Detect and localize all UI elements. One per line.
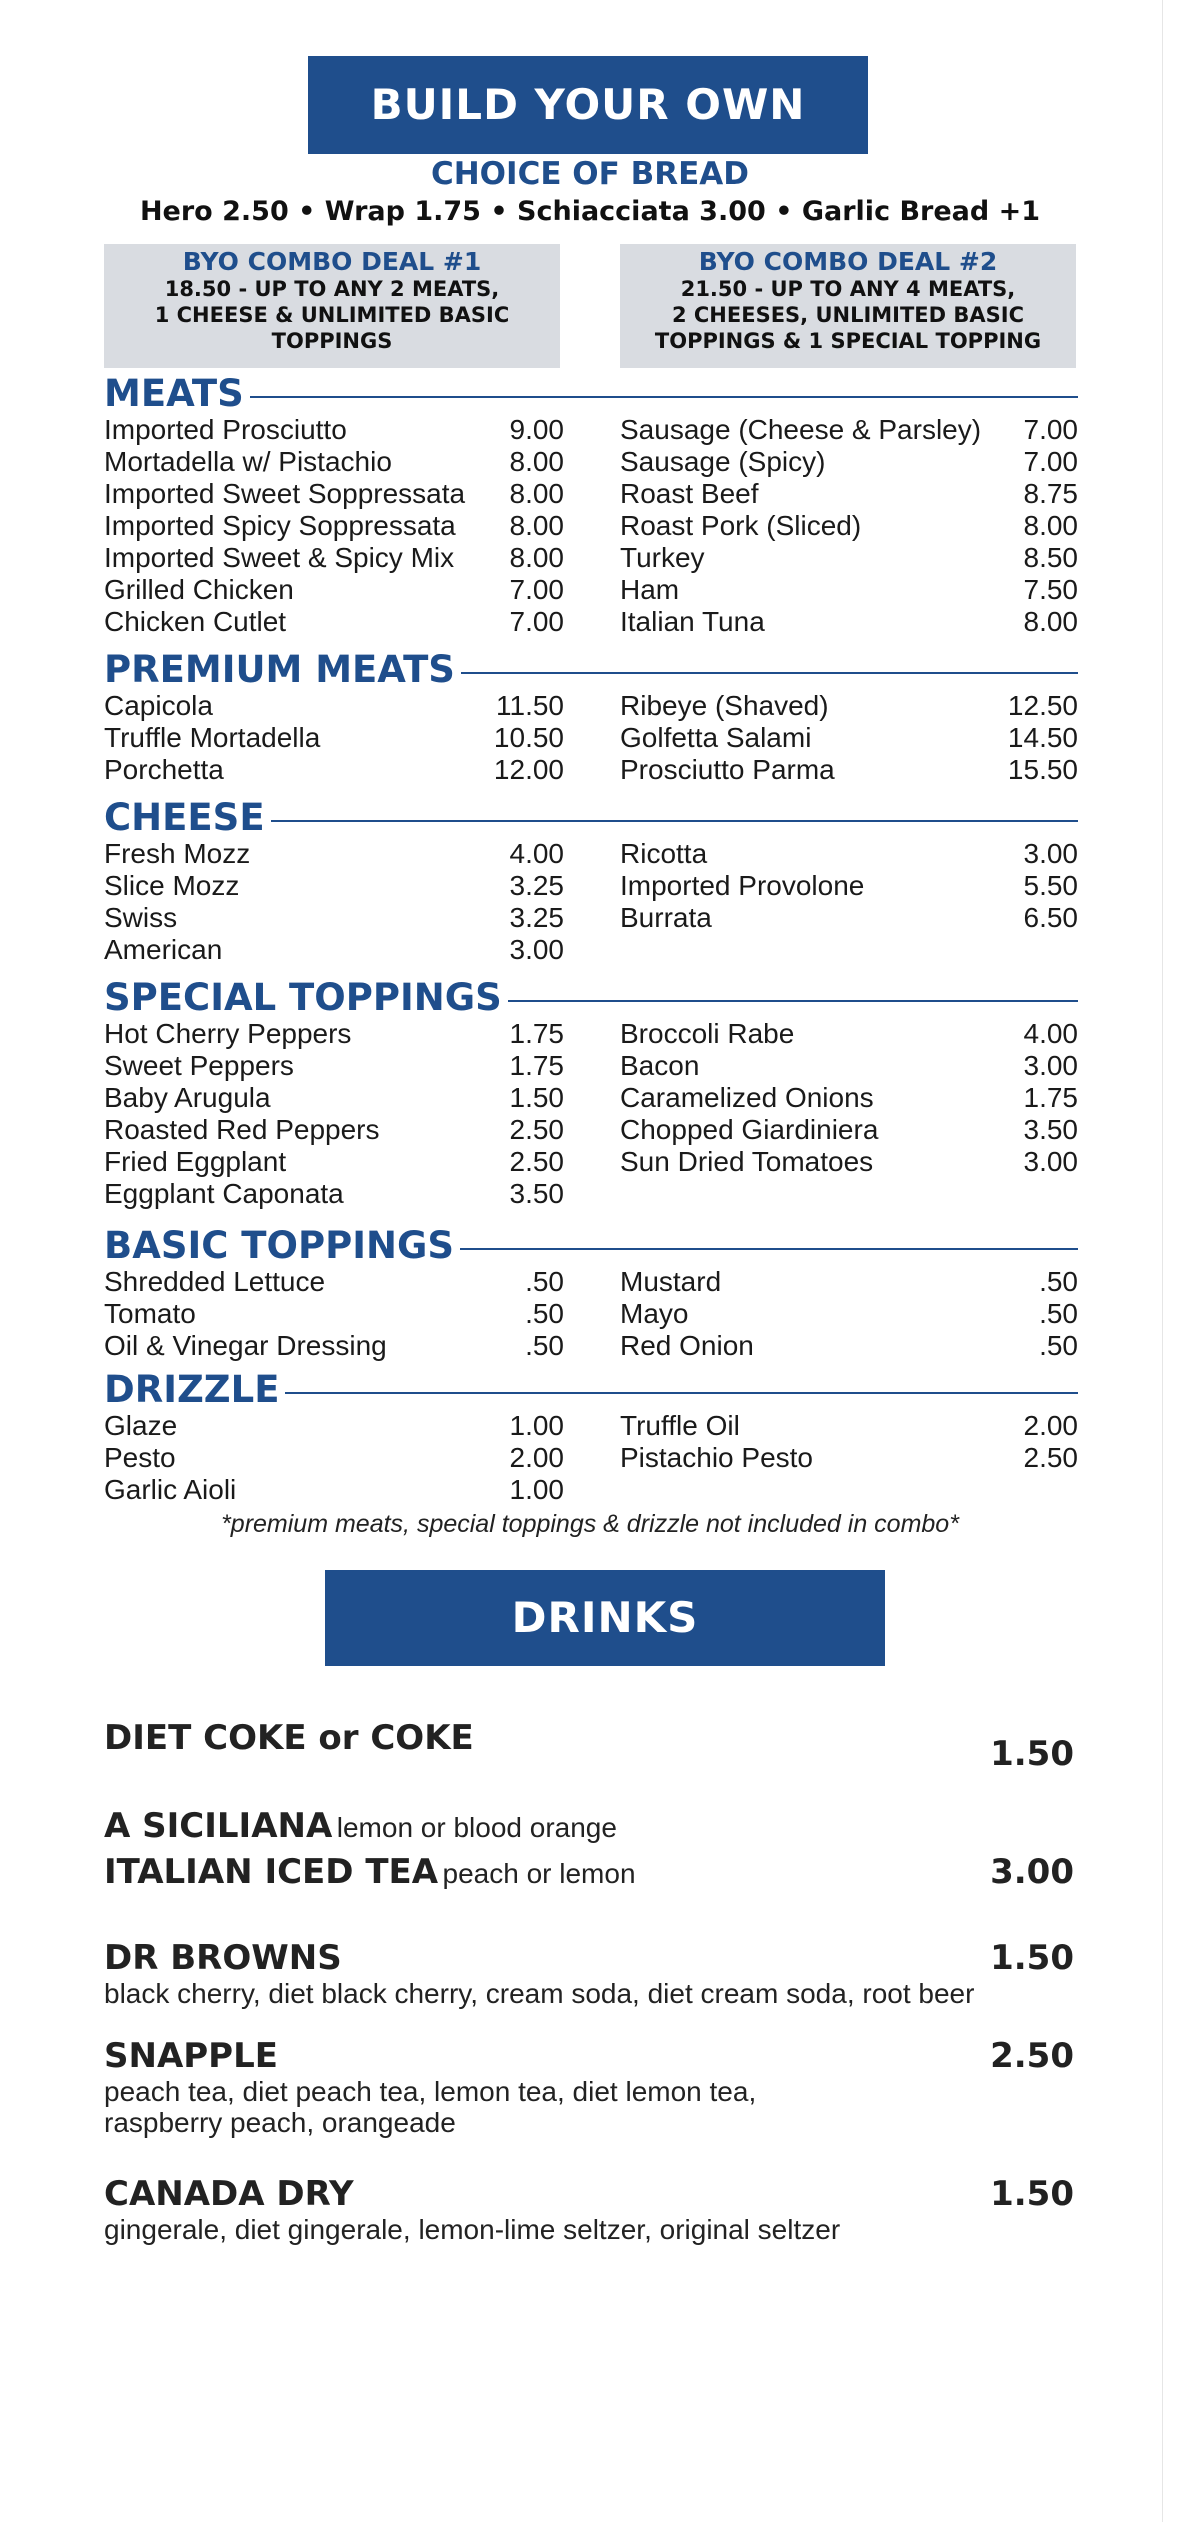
menu-item	[620, 1082, 1078, 1114]
item-price: 2.50	[509, 1146, 564, 1177]
menu-item	[620, 1442, 1078, 1474]
menu-item	[104, 1298, 564, 1330]
item-price: 1.75	[509, 1018, 564, 1049]
item-name: Slice Mozz	[104, 870, 240, 901]
drink-dr-browns	[104, 1938, 1074, 2009]
section-drizzle	[104, 1368, 1078, 1505]
item-name: American	[104, 934, 223, 965]
section-cheese	[104, 796, 1078, 965]
section-column-left	[104, 1266, 564, 1362]
menu-item	[104, 1474, 564, 1506]
item-name: Ribeye (Shaved)	[620, 690, 829, 721]
item-price: 8.00	[509, 542, 564, 573]
combo-line: TOPPINGS & 1 SPECIAL TOPPING	[654, 329, 1042, 353]
item-name: Garlic Aioli	[104, 1474, 237, 1505]
item-price: 3.25	[509, 870, 564, 901]
item-price: .50	[1039, 1330, 1078, 1361]
drink-name: A SICILIANA	[104, 1806, 333, 1846]
item-price: 12.50	[1007, 690, 1078, 721]
menu-item	[104, 722, 564, 754]
menu-item	[620, 1330, 1078, 1362]
item-name: Imported Sweet Soppressata	[104, 478, 466, 509]
drink-flavors: gingerale, diet gingerale, lemon-lime seltzer, original seltzer	[104, 2214, 841, 2245]
item-name: Mayo	[620, 1298, 689, 1329]
item-price: 9.00	[509, 414, 564, 445]
item-price: 1.75	[509, 1050, 564, 1081]
drink-name: SNAPPLE	[104, 2036, 278, 2076]
item-price: .50	[1039, 1298, 1078, 1329]
section-column-right	[620, 1410, 1078, 1474]
item-price: 1.50	[509, 1082, 564, 1113]
menu-item	[620, 754, 1078, 786]
item-name: Ham	[620, 574, 680, 605]
item-name: Truffle Oil	[620, 1410, 740, 1441]
menu-item	[104, 478, 564, 510]
section-column-right	[620, 414, 1078, 638]
item-price: 8.00	[509, 446, 564, 477]
menu-item	[104, 1266, 564, 1298]
menu-item	[620, 1410, 1078, 1442]
section-column-left	[104, 1018, 564, 1210]
item-name: Prosciutto Parma	[620, 754, 835, 785]
section-column-right	[620, 838, 1078, 934]
item-name: Eggplant Caponata	[104, 1178, 344, 1209]
section-premium-meats	[104, 648, 1078, 785]
combo-line: 2 CHEESES, UNLIMITED BASIC	[671, 303, 1025, 327]
drink-price: 2.50	[990, 2036, 1074, 2076]
item-price: 6.50	[1023, 902, 1078, 933]
item-name: Imported Spicy Soppressata	[104, 510, 456, 541]
menu-item	[620, 1298, 1078, 1330]
item-price: 3.25	[509, 902, 564, 933]
item-name: Turkey	[620, 542, 705, 573]
item-name: Sausage (Spicy)	[620, 446, 826, 477]
menu-item	[104, 542, 564, 574]
item-price: 8.00	[1023, 606, 1078, 637]
item-name: Swiss	[104, 902, 178, 933]
menu-item	[104, 1178, 564, 1210]
drink-iced-tea	[104, 1852, 1074, 1892]
item-price: 8.00	[1023, 510, 1078, 541]
section-title: PREMIUM MEATS	[104, 650, 461, 690]
item-name: Imported Prosciutto	[104, 414, 347, 445]
item-name: Capicola	[104, 690, 213, 721]
section-column-left	[104, 1410, 564, 1506]
item-name: Baby Arugula	[104, 1082, 271, 1113]
section-title: CHEESE	[104, 798, 271, 838]
menu-item	[620, 414, 1078, 446]
drink-siciliana	[104, 1806, 1074, 1846]
menu-item	[620, 606, 1078, 638]
menu-item	[620, 446, 1078, 478]
item-price: .50	[525, 1330, 564, 1361]
item-name: Hot Cherry Peppers	[104, 1018, 352, 1049]
section-title: BASIC TOPPINGS	[104, 1226, 460, 1266]
menu-item	[104, 574, 564, 606]
menu-item	[620, 1050, 1078, 1082]
menu-item	[620, 1114, 1078, 1146]
combo-line: 21.50 - UP TO ANY 4 MEATS,	[680, 277, 1016, 301]
item-name: Sausage (Cheese & Parsley)	[620, 414, 982, 445]
section-basic-toppings	[104, 1224, 1078, 1361]
section-title: DRIZZLE	[104, 1370, 285, 1410]
item-price: 12.00	[493, 754, 564, 785]
item-price: 3.00	[1023, 1050, 1078, 1081]
menu-item	[620, 478, 1078, 510]
item-price: 2.00	[509, 1442, 564, 1473]
item-price: 2.00	[1023, 1410, 1078, 1441]
item-price: 7.00	[1023, 446, 1078, 477]
item-name: Caramelized Onions	[620, 1082, 874, 1113]
item-price: 2.50	[1023, 1442, 1078, 1473]
item-name: Pistachio Pesto	[620, 1442, 813, 1473]
item-name: Glaze	[104, 1410, 178, 1441]
item-price: 8.00	[509, 510, 564, 541]
item-name: Imported Provolone	[620, 870, 865, 901]
menu-item	[104, 1330, 564, 1362]
item-name: Roast Pork (Sliced)	[620, 510, 862, 541]
item-price: .50	[525, 1298, 564, 1329]
section-column-right	[620, 690, 1078, 786]
section-column-left	[104, 414, 564, 638]
drink-coke	[104, 1718, 1074, 1774]
menu-item	[104, 838, 564, 870]
item-name: Porchetta	[104, 754, 224, 785]
menu-item	[104, 1114, 564, 1146]
drink-name: ITALIAN ICED TEA	[104, 1852, 439, 1892]
menu-item	[620, 722, 1078, 754]
combo-title: BYO COMBO DEAL #1	[182, 247, 482, 276]
menu-item	[104, 902, 564, 934]
drink-name: CANADA DRY	[104, 2174, 354, 2214]
combo-note: *premium meats, special toppings & drizzle not included in combo*	[221, 1510, 959, 1538]
menu-item	[104, 870, 564, 902]
menu-item	[104, 1082, 564, 1114]
item-price: 3.00	[1023, 1146, 1078, 1177]
drink-name: DR BROWNS	[104, 1938, 342, 1978]
item-price: 5.50	[1023, 870, 1078, 901]
menu-item	[104, 1410, 564, 1442]
item-price: 7.50	[1023, 574, 1078, 605]
menu-item	[620, 838, 1078, 870]
drink-desc: peach or lemon	[442, 1858, 636, 1889]
item-price: 4.00	[509, 838, 564, 869]
menu-item	[104, 606, 564, 638]
item-name: Grilled Chicken	[104, 574, 294, 605]
item-name: Red Onion	[620, 1330, 754, 1361]
section-header	[104, 1370, 1078, 1410]
section-header	[104, 798, 1078, 838]
item-name: Italian Tuna	[620, 606, 765, 637]
menu-item	[104, 510, 564, 542]
combo-deal-2	[620, 244, 1076, 368]
menu-item	[620, 1146, 1078, 1178]
section-title: MEATS	[104, 374, 250, 414]
item-name: Sun Dried Tomatoes	[620, 1146, 874, 1177]
item-name: Sweet Peppers	[104, 1050, 294, 1081]
item-name: Mortadella w/ Pistachio	[104, 446, 392, 477]
drink-price: 1.50	[990, 2174, 1074, 2214]
item-price: 4.00	[1023, 1018, 1078, 1049]
bread-options: Hero 2.50 • Wrap 1.75 • Schiacciata 3.00 • Garlic Bread +1	[139, 196, 1041, 227]
menu-item	[104, 1050, 564, 1082]
item-price: 2.50	[509, 1114, 564, 1145]
section-column-right	[620, 1018, 1078, 1178]
section-column-left	[104, 690, 564, 786]
item-name: Golfetta Salami	[620, 722, 812, 753]
item-price: .50	[525, 1266, 564, 1297]
menu-item	[104, 414, 564, 446]
drink-snapple	[104, 2036, 1074, 2138]
item-name: Fried Eggplant	[104, 1146, 287, 1177]
drink-canada-dry	[104, 2174, 1074, 2245]
drink-price: 3.00	[990, 1852, 1074, 1892]
item-name: Fresh Mozz	[104, 838, 251, 869]
section-column-left	[104, 838, 564, 966]
menu-item	[104, 1442, 564, 1474]
item-name: Pesto	[104, 1442, 176, 1473]
menu-item	[104, 1018, 564, 1050]
item-name: Roasted Red Peppers	[104, 1114, 380, 1145]
menu-item	[620, 542, 1078, 574]
item-name: Chicken Cutlet	[104, 606, 287, 637]
drink-flavors: peach tea, diet peach tea, lemon tea, diet lemon tea,	[104, 2076, 757, 2107]
section-header	[104, 374, 1078, 414]
menu-item	[620, 1266, 1078, 1298]
item-name: Oil & Vinegar Dressing	[104, 1330, 387, 1361]
combo-title: BYO COMBO DEAL #2	[698, 247, 998, 276]
item-price: 1.00	[509, 1474, 564, 1505]
bread-title: CHOICE OF BREAD	[430, 156, 750, 192]
combo-line: 18.50 - UP TO ANY 2 MEATS,	[164, 277, 500, 301]
section-title: SPECIAL TOPPINGS	[104, 978, 508, 1018]
section-header	[104, 978, 1078, 1018]
menu-item	[620, 870, 1078, 902]
item-price: 8.50	[1023, 542, 1078, 573]
item-price: 3.50	[509, 1178, 564, 1209]
drink-flavors: black cherry, diet black cherry, cream soda, diet cream soda, root beer	[104, 1978, 975, 2009]
item-name: Chopped Giardiniera	[620, 1114, 879, 1145]
combo-line: 1 CHEESE & UNLIMITED BASIC	[154, 303, 510, 327]
section-meats	[104, 372, 1078, 637]
combo-deal-1	[104, 244, 560, 368]
menu-item	[104, 690, 564, 722]
item-name: Ricotta	[620, 838, 708, 869]
item-name: Burrata	[620, 902, 712, 933]
drinks-banner: DRINKS	[325, 1570, 885, 1666]
item-price: 7.00	[509, 574, 564, 605]
item-name: Bacon	[620, 1050, 700, 1081]
item-name: Mustard	[620, 1266, 722, 1297]
menu-item	[104, 1146, 564, 1178]
combo-line: TOPPINGS	[271, 329, 393, 353]
menu-item	[620, 902, 1078, 934]
drink-name: DIET COKE or COKE	[104, 1718, 474, 1758]
item-price: 14.50	[1007, 722, 1078, 753]
section-special-toppings	[104, 976, 1078, 1209]
menu-item	[104, 446, 564, 478]
section-column-right	[620, 1266, 1078, 1362]
drink-price: 1.50	[990, 1734, 1074, 1774]
menu-item	[104, 754, 564, 786]
item-price: 3.00	[509, 934, 564, 965]
drink-price: 1.50	[990, 1938, 1074, 1978]
item-price: 1.75	[1023, 1082, 1078, 1113]
item-name: Shredded Lettuce	[104, 1266, 326, 1297]
item-name: Broccoli Rabe	[620, 1018, 795, 1049]
section-rule	[104, 396, 1078, 398]
page-edge	[1162, 0, 1163, 2522]
drink-flavors: raspberry peach, orangeade	[104, 2107, 456, 2138]
item-name: Truffle Mortadella	[104, 722, 321, 753]
menu-item	[620, 1018, 1078, 1050]
item-price: 8.75	[1023, 478, 1078, 509]
item-price: 3.50	[1023, 1114, 1078, 1145]
menu-item	[620, 510, 1078, 542]
menu-item	[620, 690, 1078, 722]
item-price: 11.50	[496, 690, 564, 721]
build-your-own-banner: BUILD YOUR OWN	[308, 56, 868, 154]
drink-desc: lemon or blood orange	[336, 1812, 617, 1843]
item-price: 8.00	[509, 478, 564, 509]
item-name: Roast Beef	[620, 478, 759, 509]
item-price: 15.50	[1007, 754, 1078, 785]
item-price: .50	[1039, 1266, 1078, 1297]
item-price: 7.00	[509, 606, 564, 637]
item-price: 1.00	[509, 1410, 564, 1441]
section-header	[104, 1226, 1078, 1266]
item-name: Tomato	[104, 1298, 196, 1329]
section-header	[104, 650, 1078, 690]
menu-item	[104, 934, 564, 966]
item-price: 10.50	[493, 722, 564, 753]
item-price: 7.00	[1023, 414, 1078, 445]
menu-item	[620, 574, 1078, 606]
item-price: 3.00	[1023, 838, 1078, 869]
item-name: Imported Sweet & Spicy Mix	[104, 542, 455, 573]
